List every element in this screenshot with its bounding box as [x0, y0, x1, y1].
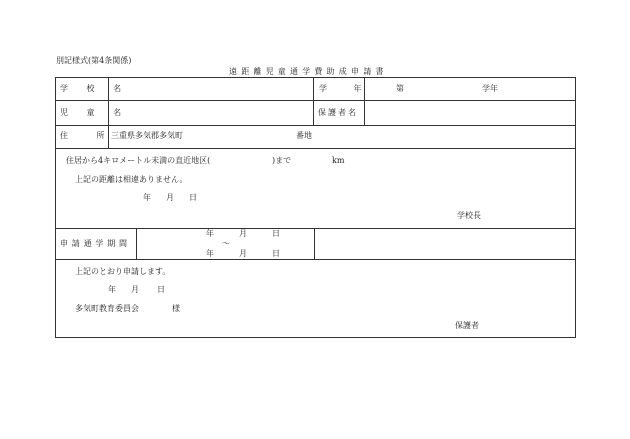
child-name-field[interactable] — [109, 102, 312, 124]
guardian-name-field[interactable] — [366, 102, 574, 124]
banchi-label: 番地 — [296, 131, 312, 140]
rule-period-bottom — [55, 259, 576, 260]
distance-date-day: 日 — [189, 193, 197, 202]
guardian-name-label: 保護者名 — [318, 108, 358, 117]
rule-row1-bottom — [55, 100, 576, 101]
apply-statement: 上記のとおり申請します。 — [75, 267, 171, 276]
school-name-label: 学 校 名 — [60, 84, 130, 93]
grade-field[interactable] — [410, 79, 480, 99]
principal-label: 学校長 — [457, 211, 481, 220]
rule-period-label — [136, 228, 137, 259]
child-name-label: 児 童 名 — [60, 108, 130, 117]
distance-km-field[interactable] — [295, 153, 329, 166]
period-from-day: 日 — [272, 229, 280, 238]
guardian-sign-field[interactable] — [490, 318, 570, 332]
period-to-day: 日 — [272, 249, 280, 258]
distance-close: )まで — [272, 156, 292, 165]
apply-date-year: 年 — [108, 285, 116, 294]
distance-date-year: 年 — [143, 193, 151, 202]
distance-date-month: 月 — [166, 193, 174, 202]
rule-row3-bottom — [55, 148, 576, 149]
period-to-year: 年 — [206, 249, 214, 258]
apply-date-month: 月 — [131, 285, 139, 294]
apply-date-day: 日 — [157, 285, 165, 294]
rule-period-right — [314, 228, 315, 259]
period-from-month: 月 — [239, 229, 247, 238]
form-title: 遠距離児童通学費助成申請書 — [229, 67, 388, 76]
period-field[interactable] — [138, 229, 313, 258]
grade-prefix: 第 — [396, 84, 404, 93]
grade-label: 学 年 — [319, 84, 374, 93]
period-from-year: 年 — [206, 229, 214, 238]
rule-row2-bottom — [55, 125, 576, 126]
period-tilde: 〜 — [222, 239, 230, 248]
distance-statement: 上記の距離は相違ありません。 — [75, 175, 188, 184]
addressee: 多気町教育委員会 — [75, 304, 139, 313]
period-to-month: 月 — [239, 249, 247, 258]
distance-unit: km — [332, 156, 345, 165]
honorific: 様 — [172, 304, 180, 313]
address-value: 三重県多気郡多気町 — [111, 131, 183, 140]
distance-line: 住居から4キロメートル未満の直近地区( — [66, 156, 211, 165]
nearest-district-field[interactable] — [219, 153, 269, 166]
annex-label: 別記様式(第4条関係) — [56, 56, 132, 65]
rule-distance-bottom — [55, 228, 576, 229]
period-label: 申請通学期間 — [60, 239, 131, 248]
school-name-field[interactable] — [109, 79, 312, 99]
grade-suffix: 学年 — [482, 84, 498, 93]
address-label: 住 所 — [60, 131, 118, 140]
rule-guardian-label-left — [313, 77, 314, 125]
guardian-sign-label: 保護者 — [455, 321, 479, 330]
address-field[interactable] — [200, 127, 295, 147]
